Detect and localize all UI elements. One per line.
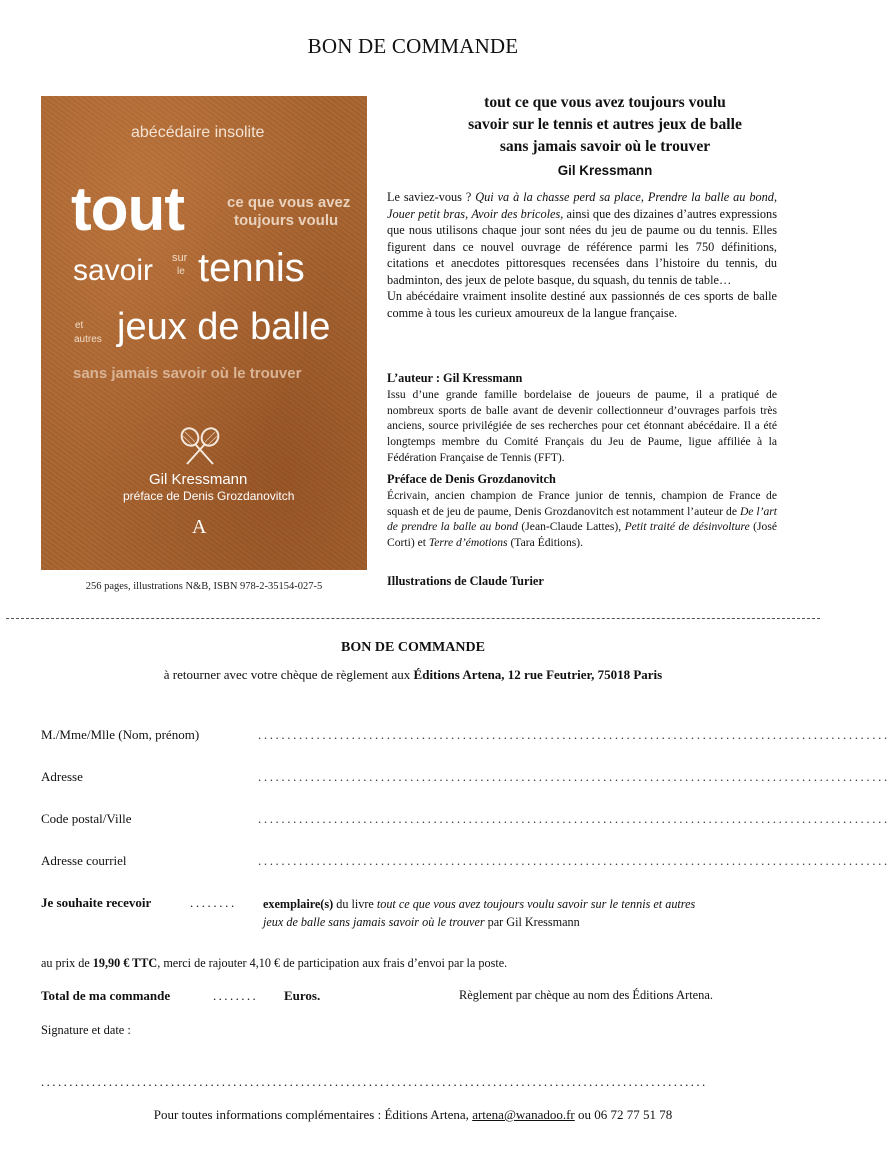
publisher-logo: A bbox=[192, 516, 207, 538]
address-field[interactable]: ............................................................................................................ bbox=[258, 769, 890, 784]
cut-line-divider bbox=[6, 618, 820, 619]
email-field[interactable]: ............................................................................................................ bbox=[258, 853, 890, 868]
quantity-description: exemplaire(s) du livre tout ce que vous avez toujours voulu savoir sur le tennis et autres jeux de balle sans jamais savoir où le trouver par Gil Kressmann bbox=[263, 897, 696, 929]
footer-contact: Pour toutes informations complémentaires : Éditions Artena, artena@wanadoo.fr ou 06 72 77 51 78 bbox=[153, 1107, 673, 1122]
phone-number: 06 72 77 51 78 bbox=[594, 1107, 673, 1122]
cover-title-le: le bbox=[177, 266, 185, 277]
total-currency: Euros. bbox=[284, 988, 321, 1003]
illustrations-credit: Illustrations de Claude Turier bbox=[387, 574, 544, 588]
order-form-title: BON DE COMMANDE bbox=[341, 640, 485, 655]
cover-title-tennis: tennis bbox=[198, 246, 305, 290]
cover-title-tout: tout bbox=[71, 175, 185, 244]
cover-title-autres: autres bbox=[74, 334, 102, 345]
intro-paragraph: Le saviez-vous ? Qui va à la chasse perd sa place, Prendre la balle au bond, Jouer petit bras, Avoir des bricoles, ainsi que des dizaines d’autres expressions que nous utilisons chaque jour sont nées du jeu de paume ou du tennis. Elles figurent dans ce nouvel ouvrage de référence parmi les 750 définitions, citations et anecdotes pittoresques recensées dans l’histoire du tennis, du badminton, des jeux de pelote basque, du squash, du tennis de table… Un abécédaire vraiment insolite destiné aux passionnés de ces sports de balle comme à tous les curieux amoureux de la langue française. bbox=[387, 190, 778, 320]
total-amount-field[interactable]: ........ bbox=[213, 988, 259, 1003]
signature-label: Signature et date : bbox=[41, 1023, 131, 1037]
total-label: Total de ma commande bbox=[41, 988, 171, 1003]
email-field-label: Adresse courriel bbox=[41, 853, 127, 868]
cover-title-sans: sans jamais savoir où le trouver bbox=[73, 365, 302, 382]
cover-title-et: et bbox=[75, 320, 84, 331]
preface-bio: Écrivain, ancien champion de France junior de tennis, champion de France de squash et de jeu de paume, Denis Grozdanovitch est notamment l’auteur de De l’art de prendre la balle au bond (Jean-Claude Lattes), Petit traité de désinvolture (José Corti) et Terre d’émotions (Tara Éditions). bbox=[387, 489, 778, 550]
order-form-instruction: à retourner avec votre chèque de règlement aux Éditions Artena, 12 rue Feutrier, 75018 Paris bbox=[163, 667, 663, 682]
payment-note: Règlement par chèque au nom des Éditions Artena. bbox=[459, 988, 713, 1002]
postal-city-field[interactable]: ............................................................................................................ bbox=[258, 811, 890, 826]
name-field[interactable]: ............................................................................................................ bbox=[258, 727, 890, 742]
cover-title-sur: sur bbox=[172, 252, 188, 264]
quantity-field[interactable]: ........ bbox=[190, 895, 237, 910]
postal-city-field-label: Code postal/Ville bbox=[41, 811, 132, 826]
preface-heading: Préface de Denis Grozdanovitch bbox=[387, 472, 556, 486]
author-bio: Issu d’une grande famille bordelaise de joueurs de paume, il a pratiqué de nombreux sports de balle avant de devenir collectionneur d’ouvrages parfois très anciens, source privilégiée de ses recherches pour cet étonnant abécédaire. Il a été longtemps membre du Comité Français du Jeu de Paume, ligue affiliée à la Fédération Française de Tennis (FFT). bbox=[387, 388, 777, 464]
author-heading: L’auteur : Gil Kressmann bbox=[387, 371, 523, 385]
book-author: Gil Kressmann bbox=[557, 163, 653, 178]
cover-tagline: abécédaire insolite bbox=[131, 124, 265, 141]
intro-second-paragraph: Un abécédaire vraiment insolite destiné aux passionnés de ces sports de balle comme à tous les curieux amoureux de la langue française. bbox=[387, 289, 777, 320]
book-subtitle bbox=[430, 92, 780, 158]
cover-title-jeux: jeux de balle bbox=[117, 306, 331, 348]
book-cover-image bbox=[41, 96, 367, 570]
name-field-label: M./Mme/Mlle (Nom, prénom) bbox=[41, 727, 200, 742]
email-link[interactable]: artena@wanadoo.fr bbox=[472, 1107, 575, 1122]
subtitle-line: sans jamais savoir où le trouver bbox=[499, 138, 711, 155]
subtitle-line: savoir sur le tennis et autres jeux de balle bbox=[468, 116, 742, 133]
cover-preface: préface de Denis Grozdanovitch bbox=[123, 489, 295, 503]
cover-title-line: ce que vous avez bbox=[227, 194, 351, 211]
quantity-label: Je souhaite recevoir bbox=[41, 895, 152, 910]
cover-title-line: toujours voulu bbox=[234, 212, 339, 229]
cover-caption: 256 pages, illustrations N&B, ISBN 978-2-35154-027-5 bbox=[85, 581, 323, 592]
cover-title-savoir: savoir bbox=[73, 254, 154, 287]
subtitle-line: tout ce que vous avez toujours voulu bbox=[484, 94, 726, 111]
cover-author: Gil Kressmann bbox=[149, 471, 248, 488]
address-field-label: Adresse bbox=[41, 769, 83, 784]
crossed-rackets-icon bbox=[177, 426, 223, 466]
signature-field[interactable]: ...................................................................................................................... bbox=[41, 1074, 708, 1089]
page-title: BON DE COMMANDE bbox=[307, 34, 519, 58]
price-line: au prix de 19,90 € TTC, merci de rajouter 4,10 € de participation aux frais d’envoi par la poste. bbox=[41, 956, 508, 970]
